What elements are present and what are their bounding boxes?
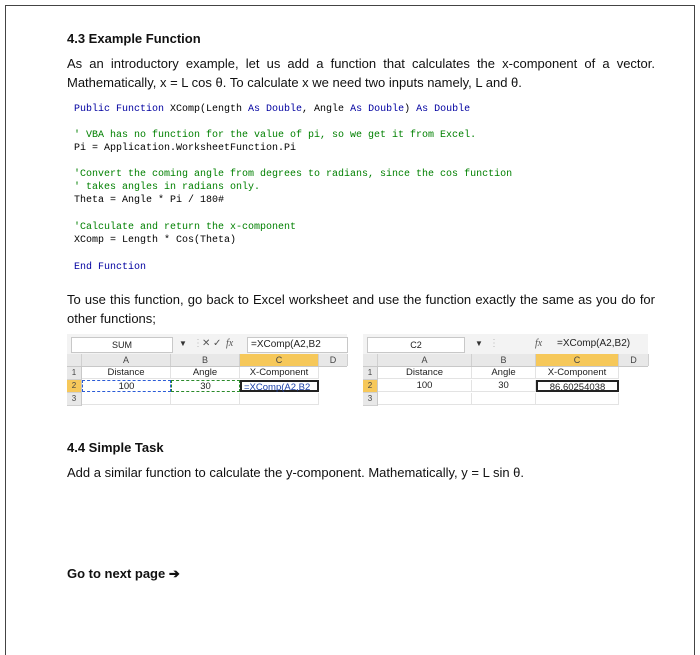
cell-a1[interactable]: Distance	[82, 367, 171, 379]
col-header-a[interactable]: A	[82, 354, 171, 366]
kw-as-double-3: As Double	[416, 104, 471, 115]
cell-c2-selected[interactable]: 86.60254038	[536, 380, 619, 392]
cell-b3[interactable]	[472, 393, 536, 405]
code-comment-radians: ' takes angles in radians only.	[74, 182, 261, 193]
insert-function-icon[interactable]: fx	[535, 338, 543, 349]
col-header-a[interactable]: A	[378, 354, 472, 366]
code-param-angle: , Angle	[302, 104, 351, 115]
code-paren: )	[404, 104, 417, 115]
cell-c3[interactable]	[240, 393, 319, 405]
cell-a3[interactable]	[82, 393, 171, 405]
code-line-pi: Pi = Application.WorksheetFunction.Pi	[74, 143, 297, 154]
formula-input[interactable]: =XComp(A2,B2)	[557, 338, 631, 349]
code-line-theta: Theta = Angle * Pi / 180#	[74, 195, 225, 206]
row-header-1[interactable]: 1	[67, 367, 82, 380]
select-all-corner[interactable]	[363, 354, 378, 366]
cell-a1[interactable]: Distance	[378, 367, 472, 379]
cell-a2[interactable]: 100	[378, 380, 472, 392]
cell-c1[interactable]: X-Component	[240, 367, 319, 379]
cell-b1[interactable]: Angle	[171, 367, 240, 379]
cell-c3[interactable]	[536, 393, 619, 405]
kw-as-double-1: As Double	[248, 104, 303, 115]
ellipsis-icon: ⋮	[489, 338, 499, 349]
excel-screenshot-editing	[67, 334, 347, 416]
task-paragraph: Add a similar function to calculate the y-component. Mathematically, y = L sin θ.	[67, 465, 525, 480]
arrow-right-icon: ➔	[168, 566, 180, 581]
code-comment-pi: ' VBA has no function for the value of pi, so we get it from Excel.	[74, 130, 477, 141]
usage-paragraph: To use this function, go back to Excel worksheet and use the function exactly the same as you do for other functions;	[67, 292, 655, 326]
kw-as-double-2: As Double	[350, 104, 405, 115]
next-page-label: Go to next page	[67, 566, 166, 581]
cell-b2[interactable]: 30	[472, 380, 536, 392]
code-comment-convert: 'Convert the coming angle from degrees to radians, since the cos function	[74, 169, 513, 180]
cell-c1[interactable]: X-Component	[536, 367, 619, 379]
select-all-corner[interactable]	[67, 354, 82, 366]
intro-paragraph: As an introductory example, let us add a function that calculates the x-component of a vector. Mathematically, x = L cos θ. To calculate x we need two inputs namely, L and θ.	[67, 56, 655, 90]
chevron-down-icon[interactable]: ▼	[179, 339, 187, 348]
formula-bar	[67, 334, 347, 355]
row-header-2[interactable]: 2	[363, 380, 378, 393]
section-heading-example-function: 4.3 Example Function	[67, 31, 201, 46]
code-signature	[74, 103, 470, 116]
col-header-c[interactable]: C	[240, 354, 319, 366]
code-line-xcomp: XComp = Length * Cos(Theta)	[74, 235, 237, 246]
col-header-c[interactable]: C	[536, 354, 619, 366]
formula-input[interactable]: =XComp(A2,B2	[247, 337, 348, 353]
chevron-down-icon[interactable]: ▼	[475, 339, 483, 348]
cancel-icon[interactable]: ✕	[202, 338, 211, 349]
section-heading-simple-task: 4.4 Simple Task	[67, 440, 164, 455]
column-headers	[363, 354, 648, 367]
name-box[interactable]: SUM	[71, 337, 173, 353]
insert-function-icon[interactable]: fx	[226, 338, 234, 349]
enter-icon[interactable]: ✓	[213, 338, 222, 349]
col-header-d[interactable]: D	[319, 354, 348, 366]
col-header-b[interactable]: B	[171, 354, 240, 366]
col-header-d[interactable]: D	[619, 354, 649, 366]
kw-public-function: Public Function	[74, 104, 165, 115]
code-comment-calc: 'Calculate and return the x-component	[74, 222, 297, 233]
cell-b1[interactable]: Angle	[472, 367, 536, 379]
row-header-2[interactable]: 2	[67, 380, 82, 393]
row-header-1[interactable]: 1	[363, 367, 378, 380]
row-header-3[interactable]: 3	[363, 393, 378, 406]
column-headers	[67, 354, 347, 367]
ellipsis-icon: ⋮	[193, 338, 203, 349]
code-end-function: End Function	[74, 262, 147, 273]
excel-screenshot-result	[363, 334, 648, 416]
formula-bar	[363, 334, 648, 355]
cell-c2-editing[interactable]: =XComp(A2,B2	[240, 380, 319, 392]
next-page-link[interactable]	[67, 566, 180, 582]
cell-b2[interactable]: 30	[171, 380, 240, 392]
cell-a2[interactable]: 100	[82, 380, 171, 392]
row-header-3[interactable]: 3	[67, 393, 82, 406]
col-header-b[interactable]: B	[472, 354, 536, 366]
code-fn-name: XComp(Length	[164, 104, 249, 115]
name-box[interactable]: C2	[367, 337, 465, 353]
cell-a3[interactable]	[378, 393, 472, 405]
cell-b3[interactable]	[171, 393, 240, 405]
